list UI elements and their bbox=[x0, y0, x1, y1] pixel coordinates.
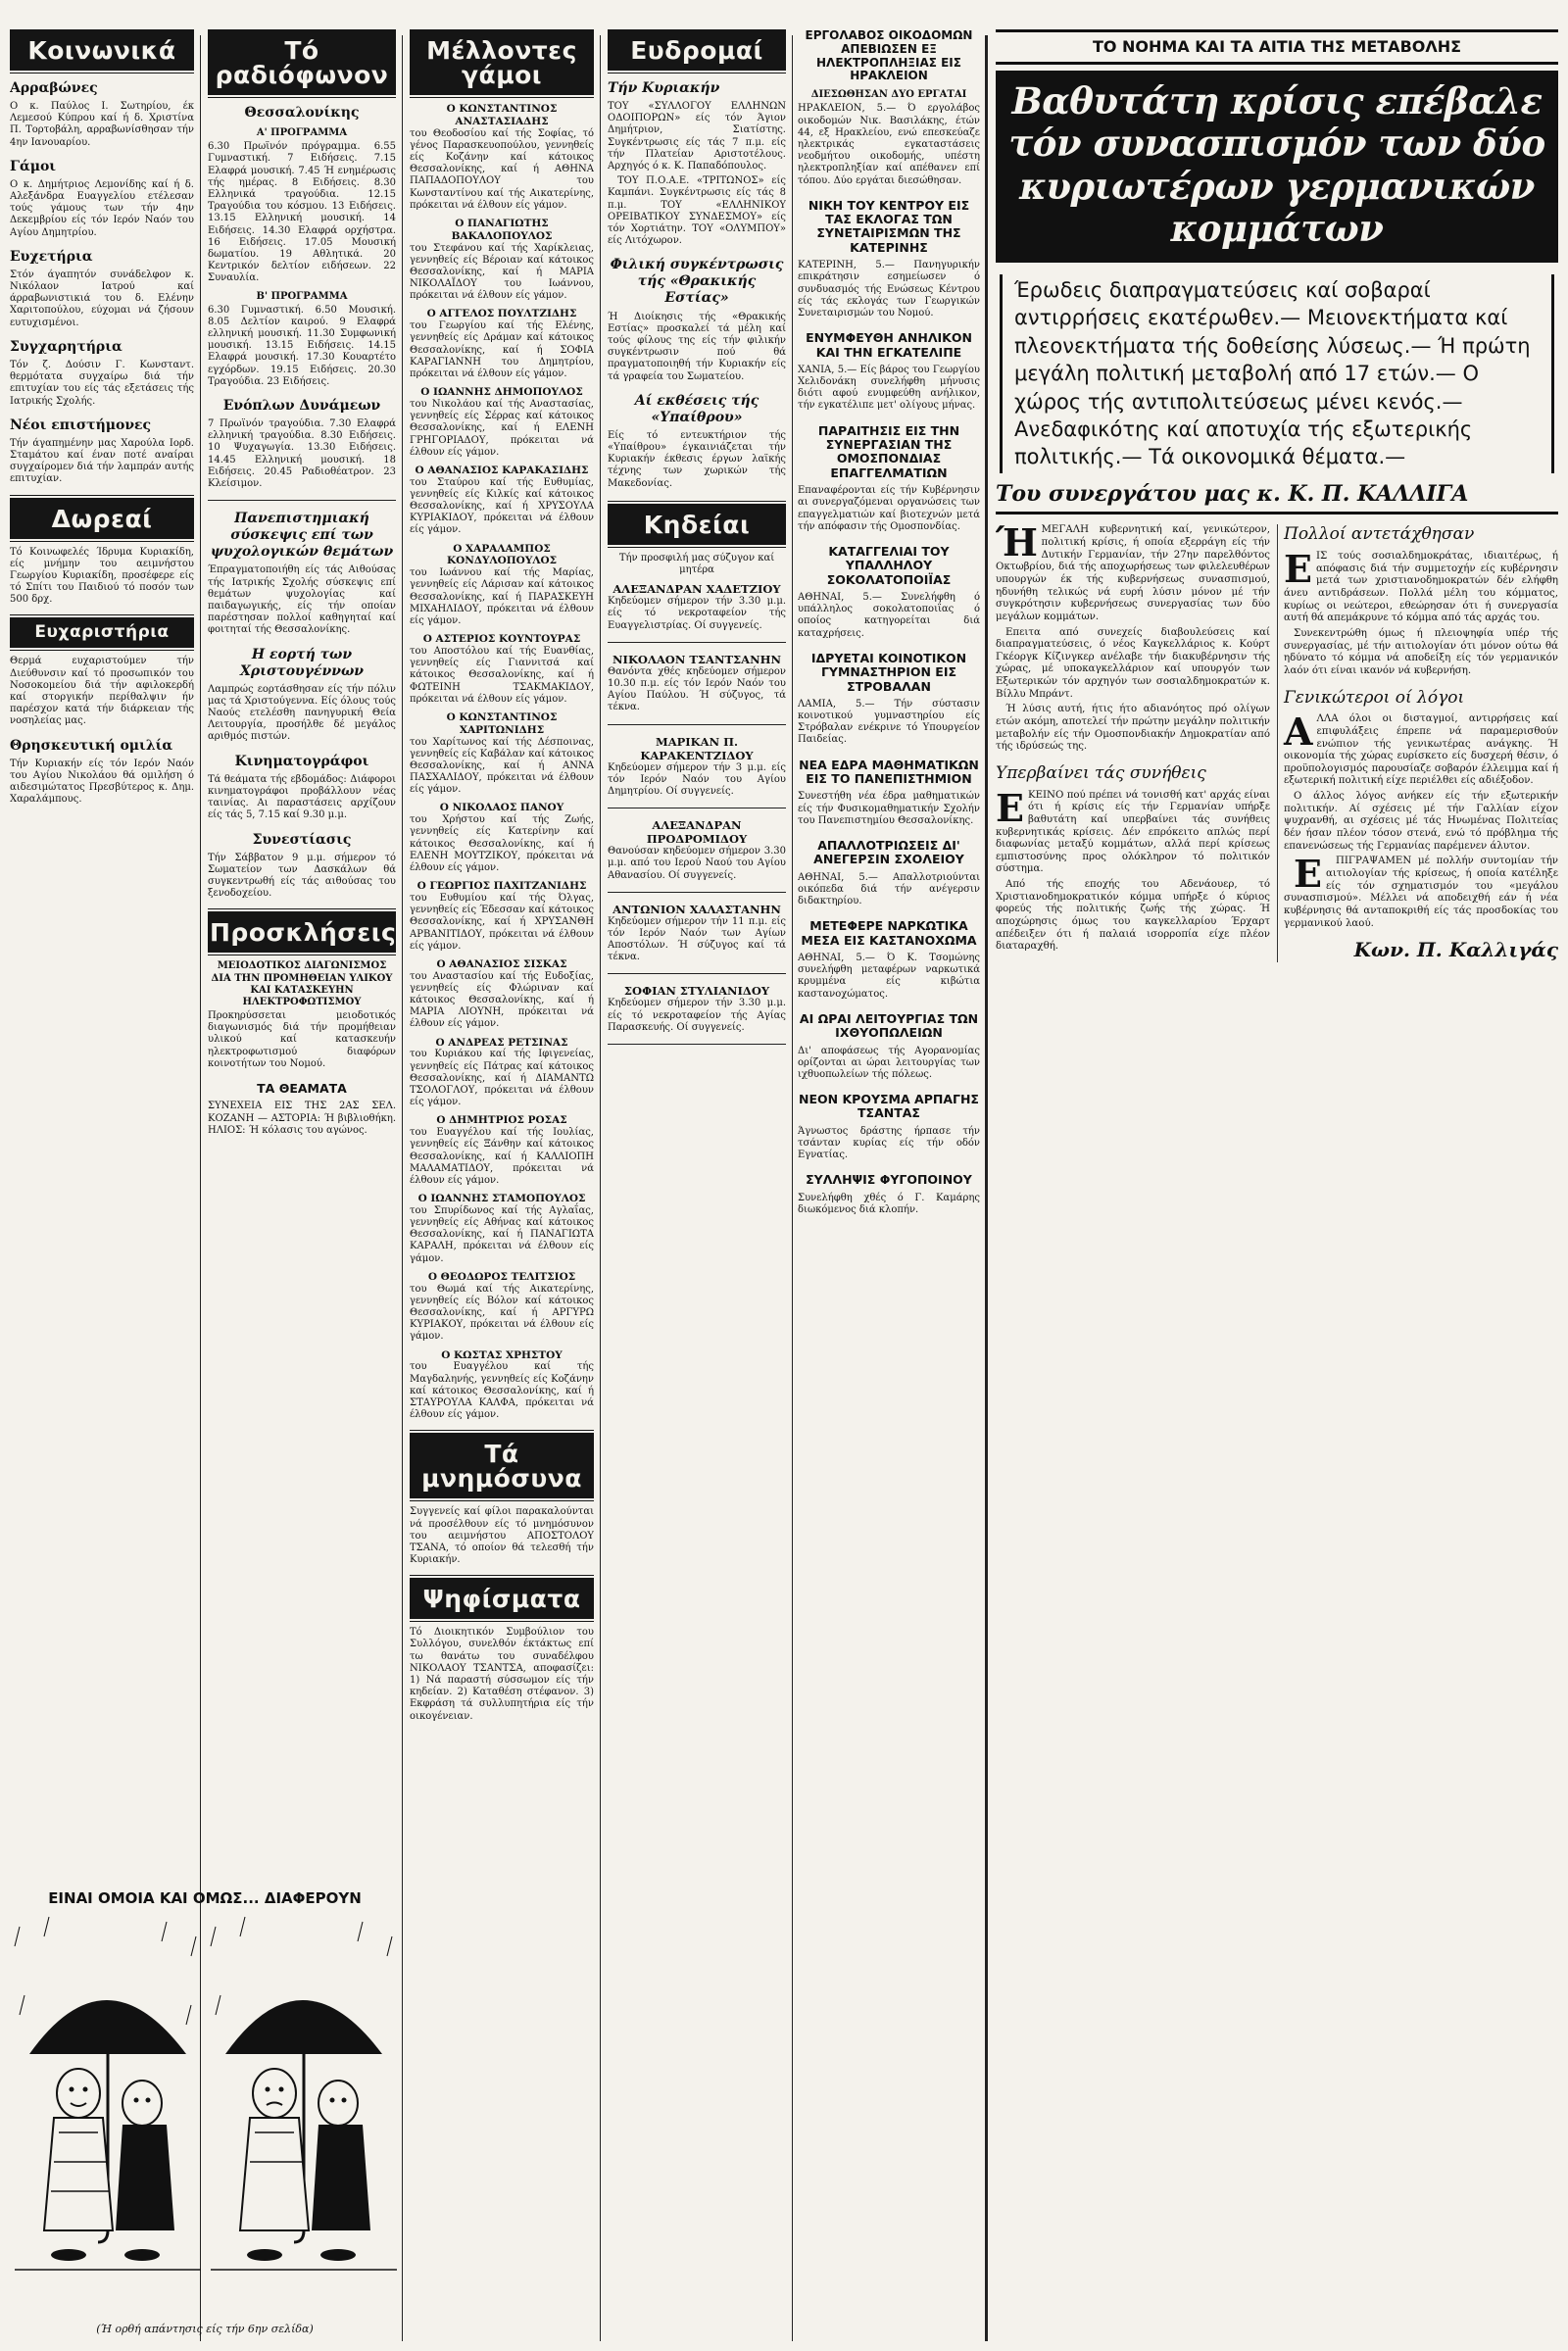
divider bbox=[608, 724, 786, 725]
program-b-text: 6.30 Γυμναστική. 6.50 Μουσική. 8.05 Δελτίον καιρού. 9 Ελαφρά ελληνική μουσική. 11.30 Συμφωνική μουσική. 13.15 Ειδήσεις. 14.15 Ελαφρά μουσική. 17.30 Κουαρτέτο εγχόρδων. 19.15 Ειδήσεις. 20.30 Τραγούδια. 23 Ειδήσεις. bbox=[208, 304, 396, 387]
wedding-announcement-text: του Χαρίτωνος καί τής Δέσποινας, γεννηθείς είς Καβάλαν καί κάτοικος Θεσσαλονίκης, καί ή ΑΝΝΑ ΠΑΣΧΑΛΙΔΟΥ, πρόκειται νά έλθουν είς γάμον. bbox=[410, 736, 594, 796]
engagements-heading: Αρραβώνες bbox=[10, 80, 98, 96]
wedding-announcement-text: του Σπυρίδωνος καί τής Αγλαΐας, γεννηθείς είς Αθήνας καί κάτοικος Θεσσαλονίκης, καί ή ΠΑΝΑΓΙΩΤΑ ΚΑΡΑΛΗ, πρόκειται νά έλθουν είς γάμον. bbox=[410, 1204, 594, 1264]
feature-paragraph: ΉΜΕΓΑΛΗ κυβερνητική καί, γενικώτερον, πολιτική κρίσις, ή οποία εξερράγη είς τήν Δυτικήν Γερμανίαν, τήν 27ην παρελθόντος Οκτωβρίου, διά τής αποχωρήσεως των φιλελευθέρων υπουργών έκ τής κυβερνήσεως συνασπισμού, ηδυνήθη τελικώς νά ευρή λύσιν μόνον μέ τήν συγκρότησιν κυβερνήσεως συνεργασίας των δύο μεγάλων κομμάτων. bbox=[996, 520, 1270, 622]
text-narcotics: ΑΘΗΝΑΙ, 5.— Ό Κ. Τσομώνης συνελήφθη μεταφέρων ναρκωτικά κρυμμένα είς κιβώτια καστανοχώματος. bbox=[798, 953, 980, 1000]
clubs-text: ΤΟΥ Π.Ο.Α.Ε. «ΤΡΙΤΩΝΟΣ» είς Καμπάνι. Συγκέντρωσις είς τάς 8 π.μ. ΤΟΥ «ΕΛΛΗΝΙΚΟΥ ΟΡΕΙΒΑΤΙΚΟΥ ΣΥΝΔΕΣΜΟΥ» είς τόν Χορτιάτην. ΤΟΥ «ΟΛΥΜΠΟΥ» είς Λιτόχωρον. bbox=[608, 175, 786, 247]
wedding-couple-name: Ο ΙΩΑΝΝΗΣ ΣΤΑΜΟΠΟΥΛΟΣ bbox=[417, 1193, 586, 1205]
forces-heading: Ενόπλων Δυνάμεων bbox=[222, 398, 381, 415]
person-head-icon bbox=[122, 2081, 162, 2126]
deceased-name: ΜΑΡΙΚΑΝ Π. ΚΑΡΑΚΕΝΤΖΙΔΟΥ bbox=[640, 734, 754, 762]
divider bbox=[608, 973, 786, 974]
wedding-announcement-text: του Σταύρου καί τής Ευθυμίας, γεννηθείς είς Κιλκίς καί κάτοικος Θεσσαλονίκης, καί ή ΧΡΥΣΟΥΛΑ ΚΥΡΙΑΚΙΔΟΥ, πρόκειται νά έλθουν είς γάμον. bbox=[410, 476, 594, 536]
headline-bag-snatch: ΝΕΟΝ ΚΡΟΥΣΜΑ ΑΡΠΑΓΗΣ ΤΣΑΝΤΑΣ bbox=[799, 1092, 979, 1121]
text-arrest: Συνελήφθη χθές ό Γ. Καμάρης διωκόμενος διά κλοπήν. bbox=[798, 1192, 980, 1215]
wedding-couple-name: Ο ΔΗΜΗΤΡΙΟΣ ΡΟΣΑΣ bbox=[436, 1114, 567, 1127]
column-rule bbox=[792, 35, 793, 2341]
wedding-couple-name: Ο ΑΘΑΝΑΣΙΟΣ ΚΑΡΑΚΑΣΙΔΗΣ bbox=[415, 464, 589, 476]
umbrella-icon bbox=[225, 2000, 382, 2054]
wedding-announcement-text: του Ευαγγέλου καί τής Μαγδαληνής, γεννηθείς είς Κοζάνην καί κάτοικος Θεσσαλονίκης, καί ή ΣΤΑΥΡΟΥΛΑ ΚΑΛΦΑ, πρόκειται νά έλθουν είς γάμον. bbox=[410, 1361, 594, 1421]
feast-text: Λαμπρώς εορτάσθησαν είς τήν πόλιν μας τά Χριστούγεννα. Είς όλους τούς Ναούς ετελέσθη πανηγυρική Θεία Λειτουργία, προσήλθε δέ μεγάλος αριθμός πιστών. bbox=[208, 683, 396, 743]
conference-text: Έπραγματοποιήθη είς τάς Αιθούσας τής Ιατρικής Σχολής σύσκεψις επί θεμάτων ψυχολογίας καί παιδαγωγικής, είς τήν οποίαν παρέστησαν πολλοί καθηγηταί καί φοιτηταί τής Θεσσαλονίκης. bbox=[208, 564, 396, 636]
program-a-heading: Α' ΠΡΟΓΡΑΜΜΑ bbox=[256, 127, 348, 139]
program-a-text: 6.30 Πρωϊνόν πρόγραμμα. 6.55 Γυμναστική. 7 Ειδήσεις. 7.15 Ελαφρά μουσική. 7.45 Ή ενημέρωσις τής ημέρας. 8 Ειδήσεις. 8.30 Ελληνικά τραγούδια. 12.15 Τραγούδια του κόσμου. 13 Ειδήσεις. 13.15 Ελληνική μουσική. 14 Ειδήσεις. 14.30 Ελαφρά ορχήστρα. 16 Ειδήσεις. 17.05 Μουσική δωματίου. 19 Αθλητικά. 20 Κεντρικόν δελτίον ειδήσεων. 22 Συναυλία. bbox=[208, 141, 396, 284]
shows-text: ΣΥΝΕΧΕΙΑ ΕΙΣ ΤΗΣ 2ΑΣ ΣΕΛ. ΚΟΖΑΝΗ — ΑΣΤΟΡΙΑ: Ή βιβλιοθήκη. ΗΛΙΟΣ: Ή κόλασις του αγώνος. bbox=[208, 1101, 396, 1136]
feature-body bbox=[996, 520, 1558, 962]
wedding-couple-name: Ο ΑΓΓΕΛΟΣ ΠΟΥΛΤΖΙΔΗΣ bbox=[426, 308, 577, 320]
wedding-announcement-text: του Αποστόλου καί τής Ευανθίας, γεννηθείς είς Γιαννιτσά καί κάτοικος Θεσσαλονίκης, καί ή ΦΩΤΕΙΝΗ ΤΣΑΚΜΑΚΙΔΟΥ, πρόκειται νά έλθουν είς γάμον. bbox=[410, 645, 594, 705]
headline-chocolate: ΚΑΤΑΓΓΕΛΙΑΙ ΤΟΥ ΥΠΑΛΛΗΛΟΥ ΣΟΚΟΛΑΤΟΠΟΙΪΑΣ bbox=[826, 543, 952, 587]
feature-subheading: Γενικώτεροι οί λόγοι bbox=[1284, 687, 1465, 708]
headline-narcotics: ΜΕΤΕΦΕΡΕ ΝΑΡΚΩΤΙΚΑ ΜΕΣΑ ΕΙΣ ΚΑΣΤΑΝΟΧΩΜΑ bbox=[801, 918, 977, 948]
feature-paragraph: Ο άλλος λόγος ανήκεν είς τήν εξωτερικήν πολιτικήν. Αί σχέσεις μέ τήν Γαλλίαν είχον ψυχρανθή, αι σχέσεις μέ τάς Ηνωμένας Πολιτείας δέν ήσαν πλέον τόσον στενά, ενώ τό πρόβλημα τής επανενώσεως τής Γερμανίας παρέμενεν άλυτον. bbox=[1284, 791, 1558, 852]
headline-expropriation: ΑΠΑΛΛΟΤΡΙΩΣΕΙΣ ΔΙ' ΑΝΕΓΕΡΣΙΝ ΣΧΟΛΕΙΟΥ bbox=[813, 837, 964, 867]
cartoon-right-panel bbox=[211, 1917, 397, 2270]
shows-heading: ΤΑ ΘΕΑΜΑΤΑ bbox=[257, 1081, 347, 1097]
headline-federation: ΠΑΡΑΙΤΗΣΙΣ ΕΙΣ ΤΗΝ ΣΥΝΕΡΓΑΣΙΑΝ ΤΗΣ ΟΜΟΣΠΟΝΔΙΑΣ ΕΠΑΓΓΕΛΜΑΤΙΩΝ bbox=[817, 422, 960, 480]
wedding-couple-name: Ο ΚΩΣΤΑΣ ΧΡΗΣΤΟΥ bbox=[441, 1348, 563, 1361]
feature-kicker: ΤΟ ΝΟΗΜΑ ΚΑΙ ΤΑ ΑΙΤΙΑ ΤΗΣ ΜΕΤΑΒΟΛΗΣ bbox=[996, 29, 1558, 65]
feature-paragraph: Επειτα από συνεχείς διαβουλεύσεις καί διαπραγματεύσεις, ό νέος Καγκελλάριος κ. Κούρτ Γκέοργκ Κίζινγκερ ανέλαβε τήν διακυβέρνησιν τής χώρας, μέ υποκαγκελλάριον καί υπουργόν των Εξωτερικών τόν αρχηγόν των σοσιαλδημοκρατών κ. Βίλλυ Μπράντ. bbox=[996, 626, 1270, 700]
wedding-announcement-text: του Χρήστου καί τής Ζωής, γεννηθείς είς Κατερίνην καί κάτοικος Θεσσαλονίκης, καί ή ΕΛΕΝΗ ΜΟΥΤΖΙΚΟΥ, πρόκειται νά έλθουν είς γάμον. bbox=[410, 814, 594, 873]
wedding-announcement-text: του Ευαγγέλου καί τής Ιουλίας, γεννηθείς είς Ξάνθην καί κάτοικος Θεσσαλονίκης, καί ή ΚΑΛΛΙΟΠΗ ΜΑΛΑΜΑΤΙΔΟΥ, πρόκειται νά έλθουν είς γάμον. bbox=[410, 1127, 594, 1186]
section-banner-resolutions: Ψηφίσματα bbox=[410, 1578, 594, 1619]
text-abandoned: ΧΑΝΙΑ, 5.— Είς βάρος του Γεωργίου Χελιδονάκη συνελήφθη μήνυσις διότι αφού ενυμφεύθη ανήλικον, τήν εγκατέλιπε μετ' ολίγους μήνας. bbox=[798, 364, 980, 412]
gathering-heading: Συνεστίασις bbox=[252, 831, 352, 848]
section-banner-social: Κοινωνικά bbox=[10, 29, 194, 71]
wedding-announcement-text: του Ευθυμίου καί τής Όλγας, γεννηθείς είς Έδεσσαν καί κάτοικος Θεσσαλονίκης, καί ή ΧΡΥΣΑΝΘΗ ΑΡΒΑΝΙΤΙΔΟΥ, πρόκειται νά έλθουν είς γάμον. bbox=[410, 892, 594, 952]
feature-paragraph: Ή λύσις αυτή, ήτις ήτο αδιανόητος πρό ολίγων ετών ακόμη, αποτελεί τήν πρώτην μεγάλην πολιτικήν μεταβολήν είς τήν Ομοσπονδιακήν Δημοκρατίαν από τής ιδρύσεώς της. bbox=[996, 704, 1270, 753]
wedding-announcement-text: του Στεφάνου καί τής Χαρίκλειας, γεννηθείς είς Βέροιαν καί κάτοικος Θεσσαλονίκης, καί ή ΜΑΡΙΑ ΝΙΚΟΛΑΪΔΟΥ του Ιωάννου, πρόκειται νά έλθουν είς γάμον. bbox=[410, 242, 594, 302]
new-scientists-heading: Νέοι επιστήμονες bbox=[10, 416, 152, 433]
wedding-announcement-text: του Θωμά καί τής Αικατερίνης, γεννηθείς είς Βόλον καί κάτοικος Θεσσαλονίκης, καί ή ΑΡΓΥΡΩ ΚΥΡΙΑΚΟΥ, πρόκειται νά έλθουν είς γάμον. bbox=[410, 1283, 594, 1343]
headline-gymnasium: ΙΔΡΥΕΤΑΙ ΚΟΙΝΟΤΙΚΟΝ ΓΥΜΝΑΣΤΗΡΙΟΝ ΕΙΣ ΣΤΡΟΒΑΛΑΝ bbox=[810, 650, 967, 694]
section-banner-memorials: Τά μνημόσυνα bbox=[410, 1433, 594, 1498]
feature-paragraph: ΕΙΣ τούς σοσιαλδημοκράτας, ιδιαιτέρως, ή απόφασις διά τήν συμμετοχήν είς κυβέρνησιν μετά των χριστιανοδημοκρατών δέν ελήφθη άνευ αντιδράσεων. Πολλά μέλη του κόμματος, κυρίως οι νεώτεροι, εθεώρησαν ότι ή συνεργασία αυτή θά απεμάκρυνε τό κόμμα από τάς αρχάς του. bbox=[1284, 547, 1558, 624]
kicker-electrocution: ΔΙΕΣΩΘΗΣΑΝ ΔΥΟ ΕΡΓΑΤΑΙ bbox=[810, 89, 967, 101]
wedding-couple-name: Ο ΝΙΚΟΛΑΟΣ ΠΑΝΟΥ bbox=[439, 802, 564, 814]
forces-text: 7 Πρωϊνόν τραγούδια. 7.30 Ελαφρά ελληνική τραγούδια. 8.30 Ειδήσεις. 10 Ψυχαγωγία. 13.30 Ειδήσεις. 14.45 Ελληνική μουσική. 18 Ειδήσεις. 20.45 Ραδιοθέατρον. 23 Κλείσιμον. bbox=[208, 418, 396, 490]
funeral-notice-text: Θανούσαν κηδεύομεν σήμερον 3.30 μ.μ. από του Ιερού Ναού του Αγίου Αθανασίου. Οί συγγενείς. bbox=[608, 846, 786, 881]
wedding-couple-name: Ο ΑΘΑΝΑΣΙΟΣ ΣΙΣΚΑΣ bbox=[436, 957, 567, 970]
person-head-icon bbox=[318, 2081, 358, 2126]
radio-station-name: Θεσσαλονίκης bbox=[244, 105, 360, 121]
feature-paragraph: ΑΛΛΑ όλοι οι δισταγμοί, αντιρρήσεις καί επιφυλάξεις έπρεπε νά παραμερισθούν ενώπιον τής γενικωτέρας ανάγκης. Ή οικονομία τής χώρας ευρίσκετο είς δυσχερή θέσιν, ό προϋπολογισμός παρουσίαζε σοβαρόν έλλειμμα καί ή εξωτερική πολιτική είχε περιέλθει είς αδιέξοδον. bbox=[1284, 710, 1558, 787]
funeral-notice-text: Κηδεύομεν σήμερον τήν 11 π.μ. είς τόν Ιερόν Ναόν των Αγίων Αποστόλων. Ή σύζυγος καί τά τέκνα. bbox=[608, 915, 786, 963]
cinemas-heading: Κινηματογράφοι bbox=[234, 753, 369, 769]
conference-heading: Πανεπιστημιακή σύσκεψις επί των ψυχολογικών θεμάτων bbox=[210, 511, 394, 561]
text-expropriation: ΑΘΗΝΑΙ, 5.— Απαλλοτριούνται οικόπεδα διά τήν ανέγερσιν διδακτηρίου. bbox=[798, 871, 980, 907]
section-banner-excursions: Ευδρομαί bbox=[608, 29, 786, 71]
text-chocolate: ΑΘΗΝΑΙ, 5.— Συνελήφθη ό υπάλληλος σοκολατοποιΐας ό οποίος κατηγορείται διά καταχρήσεις. bbox=[798, 592, 980, 639]
wedding-announcements-list bbox=[410, 103, 594, 1421]
cinemas-text: Τά θεάματα τής εβδομάδος: Διάφοροι κινηματογράφοι προβάλλουν νέας ταινίας. Αι παραστάσεις αρχίζουν είς τάς 5, 7.15 καί 9.30 μ.μ. bbox=[208, 773, 396, 821]
new-scientists-text: Τήν άγαπημένην μας Χαρούλα Ιορδ. Σταμάτου καί έναν ποτέ αναίραι συγχαίρομεν διά τήν λαμπράν αυτής επιτυχίαν. bbox=[10, 437, 194, 485]
weddings-column bbox=[410, 29, 594, 2337]
headline-electrocution: ΕΡΓΟΛΑΒΟΣ ΟΙΚΟΔΟΜΩΝ ΑΠΕΒΙΩΣΕΝ ΕΞ ΗΛΕΚΤΡΟΠΛΗΞΙΑΣ ΕΙΣ ΗΡΑΚΛΕΙΟΝ bbox=[805, 29, 973, 83]
feature-subheading: Πολλοί αντετάχθησαν bbox=[1284, 524, 1475, 545]
divider bbox=[608, 642, 786, 643]
feature-subheading: Υπερβαίνει τάς συνήθεις bbox=[996, 762, 1206, 783]
headline-abandoned: ΕΝΥΜΦΕΥΘΗ ΑΝΗΛΙΚΟΝ ΚΑΙ ΤΗΝ ΕΓΚΑΤΕΛΙΠΕ bbox=[806, 330, 972, 360]
funerals-intro: Τήν προσφιλή μας σύζυγον καί μητέρα bbox=[618, 552, 775, 575]
column-rule bbox=[985, 35, 988, 2341]
gathering-text: Τήν Σάββατον 9 μ.μ. σήμερον τό Σωματείον των Δασκάλων θά συγκεντρωθή είς τάς αιθούσας του ξενοδοχείου. bbox=[208, 852, 396, 900]
funeral-notice-text: Κηδεύομεν σήμερον τήν 3.30 μ.μ. είς τό νεκροταφείον τής Αγίας Παρασκευής. Οί συγγενείς. bbox=[608, 998, 786, 1033]
social-column bbox=[10, 29, 194, 1877]
section-banner-gratitude: Ευχαριστήρια bbox=[10, 617, 194, 648]
wishes-heading: Ευχετήρια bbox=[10, 248, 93, 265]
wedding-announcement-text: του Ιωάννου καί τής Μαρίας, γεννηθείς είς Λάρισαν καί κάτοικος Θεσσαλονίκης, καί ή ΠΑΡΑΣΚΕΥΗ ΜΙΧΑΗΛΙΔΟΥ, πρόκειται νά έλθουν είς γάμον. bbox=[410, 567, 594, 626]
wedding-couple-name: Ο ΘΕΟΔΩΡΟΣ ΤΕΛΙΤΣΙΟΣ bbox=[427, 1270, 576, 1283]
congrats-text: Τόν ζ. Δούσιν Γ. Κωνσταντ. θερμότατα συγχαίρω διά τήν επιτυχίαν του είς τάς εξετάσεις τής Ιατρικής Σχολής. bbox=[10, 359, 194, 407]
wedding-announcement-text: του Αναστασίου καί τής Ευδοξίας, γεννηθείς είς Φλώριναν καί κάτοικος Θεσσαλονίκης, καί ή ΜΑΡΙΑ ΛΙΟΥΝΗ, πρόκειται νά έλθουν είς γάμον. bbox=[410, 970, 594, 1030]
resolutions-text: Τό Διοικητικόν Συμβούλιον του Συλλόγου, συνελθόν έκτάκτως επί τω θανάτω του συναδέλφου ΝΙΚΟΛΑΟΥ ΤΣΑΝΤΣΑ, αποφασίζει: 1) Νά παραστή σύσσωμον είς τήν κηδείαν. 2) Καταθέση στέφανον. 3) Εκφράση τά συλλυπητήρια είς τήν οικογένειαν. bbox=[410, 1627, 594, 1722]
divider bbox=[608, 892, 786, 893]
tender-text: Προκηρύσσεται μειοδοτικός διαγωνισμός διά τήν προμήθειαν υλικού καί κατασκευήν ηλεκτροφωτισμού διαφόρων κοινοτήτων του Νομού. bbox=[208, 1010, 396, 1069]
section-banner-future-weddings: Μέλλοντες γάμοι bbox=[410, 29, 594, 95]
text-federation: Επαναφέρονται είς τήν Κυβέρνησιν αι συνεργαζόμεναι οργανώσεις των επαγγελματιών καί βιοτεχνών μετά τήν απόφασιν τής Ομοσπονδίας. bbox=[798, 485, 980, 532]
headline-math-chair: ΝΕΑ ΕΔΡΑ ΜΑΘΗΜΑΤΙΚΩΝ ΕΙΣ ΤΟ ΠΑΝΕΠΙΣΤΗΜΙΟΝ bbox=[799, 757, 979, 786]
wedding-couple-name: Ο ΙΩΑΝΝΗΣ ΔΗΜΟΠΟΥΛΟΣ bbox=[420, 386, 583, 399]
wedding-couple-name: Ο ΑΣΤΕΡΙΟΣ ΚΟΥΝΤΟΥΡΑΣ bbox=[422, 633, 581, 646]
exhibitions-heading: Αί εκθέσεις τής «Υπαίθρου» bbox=[634, 392, 760, 425]
sunday-text: ΤΟΥ «ΣΥΛΛΟΓΟΥ ΕΛΛΗΝΩΝ ΟΔΟΙΠΟΡΩΝ» είς τόν Άγιον Δημήτριον, Σιατίστης. Συγκέντρωσις είς τάς 7 π.μ. είς τήν Πλατείαν Αριστοτέλους. Αρχηγός ό κ. Κ. Παπαδόπουλος. bbox=[608, 101, 786, 172]
column-rule bbox=[600, 35, 601, 2341]
deceased-name: ΑΝΤΩΝΙΟΝ ΧΑΛΑΣΤΑΝΗΝ bbox=[612, 902, 781, 916]
feature-paragraph: ΕΠΙΓΡΑΨΑΜΕΝ μέ πολλήν συντομίαν τήν αιτιολογίαν τής κρίσεως, ή οποία κατέληξε είς τόν σχηματισμόν του «μεγάλου συνασπισμού». Μέλλει νά αποδειχθή εάν ή νέα κυβέρνησις θά ανταποκριθή είς τάς προσδοκίας του γερμανικού λαού. bbox=[1284, 852, 1558, 929]
feature-paragraph: ΕΚΕΙΝΟ πού πρέπει νά τονισθή κατ' αρχάς είναι ότι ή κρίσις είς τήν Γερμανίαν υπήρξε βαθυτάτη καί υπερβαίνει τάς συνήθεις κυβερνητικάς κρίσεις. Δέν επρόκειτο απλώς περί διαφωνίας μεταξύ κομμάτων, αλλά περί κρίσεως εμπιστοσύνης προς ολόκληρον τό πολιτικόν σύστημα. bbox=[996, 785, 1270, 875]
cartoon-caption: (Ή ορθή απάντησις είς τήν 6ην σελίδα) bbox=[96, 2322, 314, 2335]
feast-heading: Η εορτή των Χριστουγέννων bbox=[240, 646, 364, 679]
funeral-notice-text: Κηδεύομεν σήμερον τήν 3.30 μ.μ. είς τό νεκροταφείον τής Ευαγγελιστρίας. Οί συγγενείς. bbox=[608, 596, 786, 631]
religious-talk-text: Τήν Κυριακήν είς τόν Ιερόν Ναόν του Αγίου Νικολάου θά ομιλήση ό αιδεσιμώτατος Πρεσβύτερος κ. Δημ. Χαραλάμπους. bbox=[10, 758, 194, 806]
feature-deck: Έρωδεις διαπραγματεύσεις καί σοβαραί αντιρρήσεις εκατέρωθεν.— Μειονεκτήματα καί πλεονεκτήματα τής δοθείσης λύσεως.— Ή πρώτη μεγάλη πολιτική μεταβολή από 17 ετών.— Ο χώρος τής αντιπολιτεύσεως μένει κενός.— Ανεδαφικότης καί αποτυχία τής εξωτερικής πολιτικής.— Τά οικονομικά θέματα.— bbox=[1000, 274, 1554, 472]
wedding-couple-name: Ο ΠΑΝΑΓΙΩΤΗΣ ΒΑΚΑΛΟΠΟΥΛΟΣ bbox=[451, 217, 553, 242]
wedding-couple-name: Ο ΧΑΡΑΛΑΜΠΟΣ ΚΟΝΔΥΛΟΠΟΥΛΟΣ bbox=[446, 542, 558, 567]
gratitude-text: Θερμά ευχαριστούμεν τήν Διεύθυνσιν καί τό προσωπικόν του Νοσοκομείου διά τήν αφιλοκερδή καί στοργικήν περίθαλψιν ήν παρέσχον κατά τήν διάρκειαν τής νοσηλείας μας. bbox=[10, 656, 194, 727]
weddings-heading: Γάμοι bbox=[10, 158, 57, 174]
cartoon-panel bbox=[10, 1889, 400, 2335]
deceased-name: ΑΛΕΞΑΝΔΡΑΝ ΠΡΟΔΡΟΜΙΔΟΥ bbox=[646, 818, 748, 847]
program-b-heading: Β' ΠΡΟΓΡΑΜΜΑ bbox=[256, 290, 348, 302]
radio-column bbox=[208, 29, 396, 1877]
wedding-announcement-text: του Γεωργίου καί τής Ελένης, γεννηθείς είς Δράμαν καί κάτοικος Θεσσαλονίκης, καί ή ΣΟΦΙΑ ΚΑΡΑΓΙΑΝΝΗ του Δημητρίου, πρόκειται νά έλθουν είς γάμον. bbox=[410, 320, 594, 379]
text-elections: ΚΑΤΕΡΙΝΗ, 5.— Πανηγυρικήν επικράτησιν εσημείωσεν ό συνδυασμός τής Ενώσεως Κέντρου είς τάς εκλογάς των Γεωργικών Συνεταιρισμών του Νομού. bbox=[798, 260, 980, 318]
wedding-announcement-text: του Κυριάκου καί τής Ιφιγενείας, γεννηθείς είς Πάτρας καί κάτοικος Θεσσαλονίκης, καί ή ΔΙΑΜΑΝΤΩ ΤΣΟΛΟΓΛΟΥ, πρόκειται νά έλθουν είς γάμον. bbox=[410, 1049, 594, 1108]
news-briefs-column bbox=[798, 29, 980, 2337]
deceased-name: ΝΙΚΟΛΑΟΝ ΤΣΑΝΤΣΑΝΗΝ bbox=[612, 652, 781, 666]
cartoon-title: ΕΙΝΑΙ ΟΜΟΙΑ ΚΑΙ ΟΜΩΣ... ΔΙΑΦΕΡΟΥΝ bbox=[48, 1889, 362, 1907]
wedding-couple-name: Ο ΚΩΝΣΤΑΝΤΙΝΟΣ ΑΝΑΣΤΑΣΙΑΔΗΣ bbox=[446, 103, 558, 127]
wedding-announcement-text: του Νικολάου καί τής Αναστασίας, γεννηθείς είς Σέρρας καί κάτοικος Θεσσαλονίκης, καί ή ΕΛΕΝΗ ΓΡΗΓΟΡΙΑΔΟΥ, πρόκειται νά έλθουν είς γάμον. bbox=[410, 398, 594, 458]
headline-arrest: ΣΥΛΛΗΨΙΣ ΦΥΓΟΠΟΙΝΟΥ bbox=[806, 1172, 972, 1188]
funeral-notice-text: Θανόντα χθές κηδεύομεν σήμερον 10.30 π.μ. είς τόν Ιερόν Ναόν του Αγίου Παύλου. Ή σύζυγος, τά τέκνα. bbox=[608, 665, 786, 713]
divider bbox=[608, 1044, 786, 1045]
wedding-announcement-text: του Θεοδοσίου καί τής Σοφίας, τό γένος Παρασκευοπούλου, γεννηθείς είς Κοζάνην καί κάτοικος Θεσσαλονίκης, καί ή ΑΘΗΝΑ ΠΑΠΑΔΟΠΟΥΛΟΥ του Κωνσταντίνου καί τής Αικατερίνης, πρόκειται νά έλθουν είς γάμον. bbox=[410, 127, 594, 211]
wedding-couple-name: Ο ΓΕΩΡΓΙΟΣ ΠΑΧΙΤΖΑΝΙΔΗΣ bbox=[416, 880, 587, 893]
umbrella-icon bbox=[29, 2000, 186, 2054]
feature-headline: Βαθυτάτη κρίσις επέβαλε τόν συνασπισμόν των δύο κυριωτέρων γερμανικών κομμάτων bbox=[996, 71, 1558, 264]
section-banner-radio: Τό ραδιόφωνον bbox=[208, 29, 396, 95]
tender-heading: ΜΕΙΟΔΟΤΙΚΟΣ ΔΙΑΓΩΝΙΣΜΟΣ ΔΙΑ ΤΗΝ ΠΡΟΜΗΘΕΙΑΝ ΥΛΙΚΟΥ ΚΑΙ ΚΑΤΑΣΚΕΥΗΝ ΗΛΕΚΤΡΟΦΩΤΙΣΜΟΥ bbox=[211, 960, 393, 1007]
section-banner-funerals: Κηδείαι bbox=[608, 504, 786, 545]
excursions-column bbox=[608, 29, 786, 2337]
feature-byline: Του συνεργάτου μας κ. Κ. Π. ΚΑΛΛΙΓΑ bbox=[996, 481, 1558, 515]
text-bag-snatch: Άγνωστος δράστης ήρπασε τήν τσάνταν κυρίας είς τήν οδόν Εγνατίας. bbox=[798, 1125, 980, 1161]
headline-fish-markets: ΑΙ ΩΡΑΙ ΛΕΙΤΟΥΡΓΙΑΣ ΤΩΝ ΙΧΘΥΟΠΩΛΕΙΩΝ bbox=[799, 1010, 979, 1041]
engagements-text: Ο κ. Παύλος Ι. Σωτηρίου, έκ Λεμεσού Κύπρου καί ή δ. Χριστίνα Π. Τορτοβάλη, αρραβωνίσθησαν τήν 4ην Ιανουαρίου. bbox=[10, 101, 194, 148]
feature-article bbox=[996, 29, 1558, 2337]
text-electrocution: ΗΡΑΚΛΕΙΟΝ, 5.— Ό εργολάβος οικοδομών Νικ. Βασιλάκης, έτών 44, εξ Ηρακλείου, ενώ επεσκεύαζε ηλεκτρικάς εγκαταστάσεις νεοδμήτου οικοδομής, υπέστη ηλεκτροπληξίαν καί απέθανεν επί τόπου. Δύο εργάται διεσώθησαν. bbox=[798, 103, 980, 186]
text-math-chair: Συνεστήθη νέα έδρα μαθηματικών είς τήν Φυσικομαθηματικήν Σχολήν του Πανεπιστημίου Θεσσαλονίκης. bbox=[798, 791, 980, 826]
wishes-text: Στόν άγαπητόν συνάδελφον κ. Νικόλαον Ιατρού καί άρραβωνιστικιά του δ. Ελένην Χαριτοπούλου, εύχομαι νά ζήσουν ευτυχισμένοι. bbox=[10, 269, 194, 328]
text-gymnasium: ΛΑΜΙΑ, 5.— Τήν σύστασιν κοινοτικού γυμναστηρίου είς Στρόβαλαν ενέκρινε τό Υπουργείον Παιδείας. bbox=[798, 698, 980, 746]
section-banner-notices: Προσκλήσεις bbox=[208, 911, 396, 953]
memorials-text: Συγγενείς καί φίλοι παρακαλούνται νά προσέλθουν είς τό μνημόσυνον του αειμνήστου ΑΠΟΣΤΟΛΟΥ ΤΣΑΝΑ, τό οποίον θά τελεσθή τήν Κυριακήν. bbox=[410, 1506, 594, 1566]
congrats-heading: Συγχαρητήρια bbox=[10, 338, 122, 355]
sunday-heading: Τήν Κυριακήν bbox=[608, 80, 720, 96]
wedding-couple-name: Ο ΚΩΝΣΤΑΝΤΙΝΟΣ ΧΑΡΙΤΩΝΙΔΗΣ bbox=[446, 710, 558, 736]
section-banner-donations: Δωρεαί bbox=[10, 498, 194, 539]
cartoon-left-panel bbox=[15, 1917, 201, 2270]
weddings-text: Ο κ. Δημήτριος Λεμονίδης καί ή δ. Αλεξάνδρα Ευαγγελίου ετέλεσαν τούς γάμους των τήν 4ην Δεκεμβρίου είς τόν Ιερόν Ναόν του Αγίου Δημητρίου. bbox=[10, 178, 194, 238]
author-signature: Κων. Π. Καλλιγάς bbox=[1353, 938, 1558, 962]
cartoon-drawing bbox=[10, 1907, 400, 2304]
donations-text: Τό Κοινωφελές Ίδρυμα Κυριακίδη, είς μνήμην του αειμνήστου Γεωργίου Κυριακίδη, προσέφερε είς τό Σπίτι του Παιδιού τό ποσόν των 500 δρχ. bbox=[10, 546, 194, 606]
feature-paragraph: Από τής εποχής του Αδενάουερ, τό Χριστιανοδημοκρατικόν κόμμα υπήρξε ό κύριος φορεύς τής πολιτικής ζωής τής χώρας. Ή αποχώρησις όμως του καγκελλαρίου Έρχαρτ απέδειξεν ότι ή παλαιά ισορροπία είχε πλέον διαταραχθή. bbox=[996, 879, 1270, 953]
feature-paragraph: Συνεκεντρώθη όμως ή πλειοψηφία υπέρ τής συνεργασίας, μέ τήν αιτιολογίαν ότι μόνον ούτω θά ηδύνατο τό κόμμα νά αποδείξη είς τόν γερμανικόν λαόν ότι είναι ικανόν νά κυβερνήση. bbox=[1284, 627, 1558, 676]
deceased-name: ΣΟΦΙΑΝ ΣΤΥΛΙΑΝΙΔΟΥ bbox=[623, 984, 770, 999]
wedding-couple-name: Ο ΑΝΔΡΕΑΣ ΡΕΤΣΙΝΑΣ bbox=[435, 1036, 568, 1049]
divider bbox=[208, 500, 396, 501]
funeral-notices-list bbox=[608, 582, 786, 1045]
religious-talk-heading: Θρησκευτική ομιλία bbox=[10, 737, 173, 754]
column-rule bbox=[402, 35, 403, 2341]
headline-elections: ΝΙΚΗ ΤΟΥ ΚΕΝΤΡΟΥ ΕΙΣ ΤΑΣ ΕΚΛΟΓΑΣ ΤΩΝ ΣΥΝΕΤΑΙΡΙΣΜΩΝ ΤΗΣ ΚΑΤΕΡΙΝΗΣ bbox=[808, 197, 970, 255]
text-fish-markets: Δι' αποφάσεως τής Αγορανομίας ορίζονται αι ώραι λειτουργίας των ιχθυοπωλείων τής πόλεως. bbox=[798, 1045, 980, 1080]
deceased-name: ΑΛΕΞΑΝΔΡΑΝ ΧΑΔΕΤΖΙΟΥ bbox=[612, 582, 781, 597]
funeral-notice-text: Κηδεύομεν σήμερον τήν 3 μ.μ. είς τόν Ιερόν Ναόν του Αγίου Δημητρίου. Οί συγγενείς. bbox=[608, 761, 786, 797]
person-head-icon bbox=[57, 2069, 100, 2118]
exhibitions-text: Είς τό εντευκτήριον τής «Υπαίθρου» έγκαινιάζεται τήν Κυριακήν έκθεσις έργων λαϊκής τέχνης των χωρικών τής Μακεδονίας. bbox=[608, 429, 786, 489]
gathering-thrace-heading: Φιλική συγκέντρωσις τής «Θρακικής Εστίας» bbox=[610, 257, 784, 307]
gathering-thrace-text: Ή Διοίκησις τής «Θρακικής Εστίας» προσκαλεί τά μέλη καί τούς φίλους της είς τήν φιλικήν συγκέντρωσιν πού θά πραγματοποιηθή τήν Κυριακήν είς τά γραφεία του Σωματείου. bbox=[608, 311, 786, 382]
person-head-icon bbox=[253, 2069, 296, 2118]
